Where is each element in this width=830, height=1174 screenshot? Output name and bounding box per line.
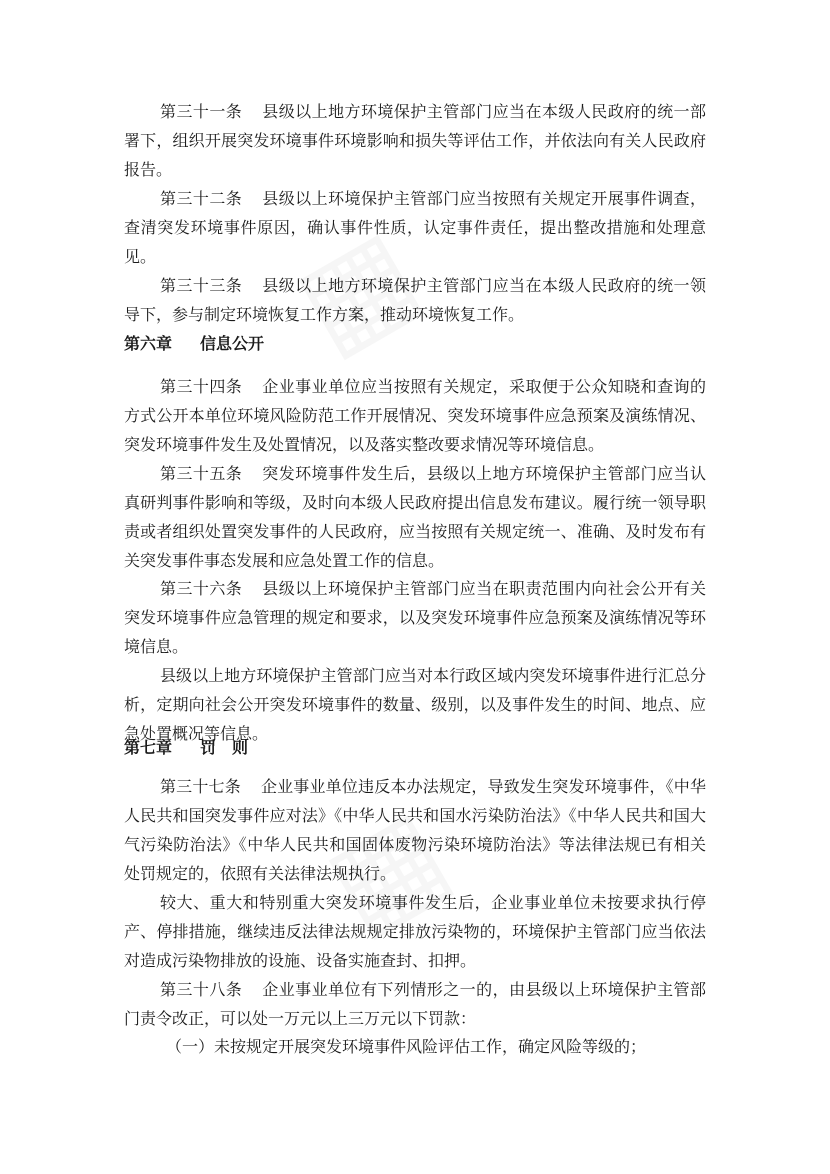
article-number: 第三十四条 (160, 377, 243, 396)
article-number: 第三十三条 (160, 276, 243, 295)
article-text: 企业事业单位有下列情形之一的，由县级以上环境保护主管部门责令改正，可以处一万元以上三万元以下罚款： (124, 980, 706, 1028)
article-37 (124, 772, 706, 888)
list-item-text: （一）未按规定开展突发环境事件风险评估工作，确定风险等级的； (166, 1037, 647, 1056)
article-number: 第三十八条 (160, 980, 243, 999)
article-35 (124, 459, 706, 575)
chapter-7-heading (124, 733, 248, 762)
article-number: 第三十五条 (160, 464, 243, 483)
chapter-title: 信息公开 (200, 334, 265, 353)
paragraph-text: 较大、重大和特别重大突发环境事件发生后，企业事业单位未按要求执行停产、停排措施，继续违反法律法规规定排放污染物的，环境保护主管部门应当依法对造成污染物排放的设施、设备实施查封、扣押。 (124, 893, 706, 970)
article-text: 县级以上地方环境保护主管部门应当在本级人民政府的统一部署下，组织开展突发环境事件环境影响和损失等评估工作，并依法向有关人民政府报告。 (124, 102, 706, 179)
article-38 (124, 975, 706, 1033)
article-34 (124, 372, 706, 459)
article-32 (124, 184, 706, 271)
article-36 (124, 574, 706, 661)
paragraph-seizure (124, 888, 706, 975)
article-text: 企业事业单位违反本办法规定，导致发生突发环境事件，《中华人民共和国突发事件应对法》《中华人民共和国水污染防治法》《中华人民共和国大气污染防治法》《中华人民共和国固体废物污染环境防治法》等法律法规已有相关处罚规定的，依照有关法律法规执行。 (124, 777, 706, 883)
paragraph-text: 县级以上地方环境保护主管部门应当对本行政区域内突发环境事件进行汇总分析，定期向社会公开突发环境事件的数量、级别，以及事件发生的时间、地点、应急处置概况等信息。 (124, 666, 706, 743)
article-text: 县级以上地方环境保护主管部门应当在本级人民政府的统一领导下，参与制定环境恢复工作方案，推动环境恢复工作。 (124, 276, 706, 324)
article-31 (124, 97, 706, 184)
article-33 (124, 271, 706, 329)
article-number: 第三十二条 (160, 189, 243, 208)
list-item-1 (124, 1032, 706, 1061)
article-text: 突发环境事件发生后，县级以上地方环境保护主管部门应当认真研判事件影响和等级，及时向本级人民政府提出信息发布建议。履行统一领导职责或者组织处置突发事件的人民政府，应当按照有关规定统一、准确、及时发布有关突发事件事态发展和应急处置工作的信息。 (124, 464, 706, 570)
article-text: 企业事业单位应当按照有关规定，采取便于公众知晓和查询的方式公开本单位环境风险防范工作开展情况、突发环境事件应急预案及演练情况、突发环境事件发生及处置情况，以及落实整改要求情况等环境信息。 (124, 377, 706, 454)
chapter-title: 罚 则 (200, 738, 249, 757)
chapter-number: 第七章 (124, 738, 173, 757)
chapter-number: 第六章 (124, 334, 173, 353)
article-number: 第三十一条 (160, 102, 243, 121)
chapter-6-heading (124, 329, 264, 358)
article-text: 县级以上环境保护主管部门应当按照有关规定开展事件调查，查清突发环境事件原因，确认事件性质，认定事件责任，提出整改措施和处理意见。 (124, 189, 706, 266)
article-number: 第三十六条 (160, 579, 243, 598)
article-number: 第三十七条 (160, 777, 241, 796)
article-text: 县级以上环境保护主管部门应当在职责范围内向社会公开有关突发环境事件应急管理的规定和要求，以及突发环境事件应急预案及演练情况等环境信息。 (124, 579, 706, 656)
